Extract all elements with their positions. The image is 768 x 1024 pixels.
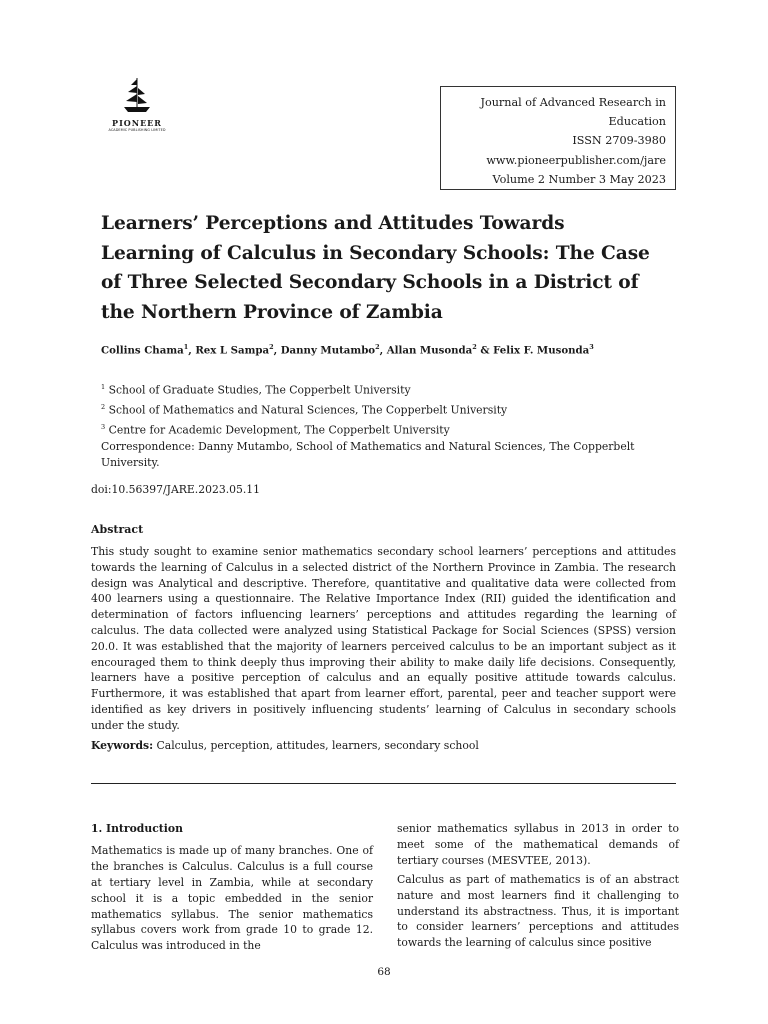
- author-separator: ,: [273, 344, 281, 357]
- affiliations: [101, 379, 681, 471]
- affil-number: 3: [101, 422, 106, 431]
- journal-issn: ISSN 2709-3980: [572, 134, 666, 148]
- page-number: 68: [377, 966, 391, 978]
- author-name: Danny Mutambo: [280, 344, 376, 357]
- author-name: Felix F. Musonda: [493, 344, 590, 357]
- affil-number: 2: [101, 402, 106, 411]
- author-affil-mark: 2: [375, 343, 380, 351]
- body-column-right: [397, 821, 679, 954]
- author-name: Rex L Sampa: [195, 344, 270, 357]
- journal-name: Journal of Advanced Research in: [480, 96, 666, 109]
- author-separator: ,: [379, 344, 387, 357]
- ship-sails-icon: [114, 76, 160, 116]
- affiliation: [101, 399, 681, 419]
- affiliation: [101, 379, 681, 399]
- journal-volume: Volume 2 Number 3 May 2023: [492, 172, 666, 186]
- title-line: Learning of Calculus in Secondary Schools: The Case: [101, 242, 650, 264]
- title-line: of Three Selected Secondary Schools in a District of: [101, 272, 639, 293]
- correspondence: Correspondence: Danny Mutambo, School of Mathematics and Natural Sciences, The Copperbelt University.: [101, 439, 635, 469]
- affil-text: School of Mathematics and Natural Sciences, The Copperbelt University: [105, 403, 508, 417]
- journal-info-box: [440, 86, 676, 190]
- section-divider: [91, 783, 676, 784]
- author-affil-mark: 1: [183, 343, 189, 351]
- author-name: Collins Chama: [101, 344, 184, 357]
- title-line: Learners’ Perceptions and Attitudes Towards: [101, 213, 565, 234]
- affil-number: 1: [101, 383, 106, 391]
- author-list: [101, 343, 594, 356]
- author-affil-mark: 2: [472, 343, 477, 351]
- paragraph: Calculus as part of mathematics is of an abstract nature and most learners find it challenging to understand its abstractness. Thus, it is important to consider learners’ perceptions and attitudes towards the learning of calculus since positive: [397, 872, 679, 950]
- keywords-text: Calculus, perception, attitudes, learners, secondary school: [153, 739, 479, 752]
- journal-url[interactable]: www.pioneerpublisher.com/jare: [486, 153, 666, 167]
- section-heading: 1. Introduction: [91, 822, 183, 835]
- abstract-heading: Abstract: [91, 523, 144, 536]
- affil-text: School of Graduate Studies, The Copperbelt University: [105, 383, 411, 397]
- affiliation: [101, 419, 681, 439]
- author-affil-mark: 2: [269, 343, 274, 351]
- author-name: Allan Musonda: [386, 344, 473, 357]
- title-line: the Northern Province of Zambia: [101, 301, 443, 323]
- publisher-name: PIONEER: [112, 118, 162, 128]
- paper-title: [101, 209, 691, 327]
- abstract-text: This study sought to examine senior mathematics secondary school learners’ perceptions and attitudes towards the learning of Calculus in a selected district of the Northern Province in Zambia. The research design was Analytical and descriptive. Therefore, quantitative and qualitative data were collected from 400 learners using a questionnaire. The Relative Importance Index (RII) guided the identification and determination of factors influencing learners’ perceptions and attitudes regarding the learning of calculus. The data collected were analyzed using Statistical Package for Social Sciences (SPSS) version 20.0. It was established that the majority of learners perceived calculus to be an important subject as it encouraged them to think deeply thus improving their ability to make daily life decisions. Consequently, learners have a positive perception of calculus and an equally positive attitude towards calculus. Furthermore, it was established that apart from learner effort, parental, peer and teacher support were identified as key drivers in positively influencing students’ learning of Calculus in secondary schools under the study.: [91, 545, 676, 732]
- author-affil-mark: 3: [589, 343, 594, 351]
- publisher-subtitle: ACADEMIC PUBLISHING LIMITED: [108, 128, 166, 132]
- author-separator: &: [476, 344, 494, 357]
- paragraph: Mathematics is made up of many branches. One of the branches is Calculus. Calculus is a full course at tertiary level in Zambia, while at secondary school it is a topic embedded in the senior mathematics syllabus. The senior mathematics syllabus covers work from grade 10 to grade 12. Calculus was introduced in the: [91, 843, 373, 953]
- keywords: [91, 738, 676, 754]
- journal-name-cont: Education: [608, 115, 666, 129]
- author-separator: ,: [188, 344, 196, 357]
- body-column-left: [91, 821, 373, 957]
- keywords-label: Keywords:: [91, 739, 154, 752]
- doi[interactable]: doi:10.56397/JARE.2023.05.11: [91, 483, 261, 496]
- affil-text: Centre for Academic Development, The Copperbelt University: [105, 423, 450, 437]
- paragraph: senior mathematics syllabus in 2013 in order to meet some of the mathematical demands of tertiary courses (MESVTEE, 2013).: [397, 822, 679, 867]
- publisher-logo: [92, 76, 182, 136]
